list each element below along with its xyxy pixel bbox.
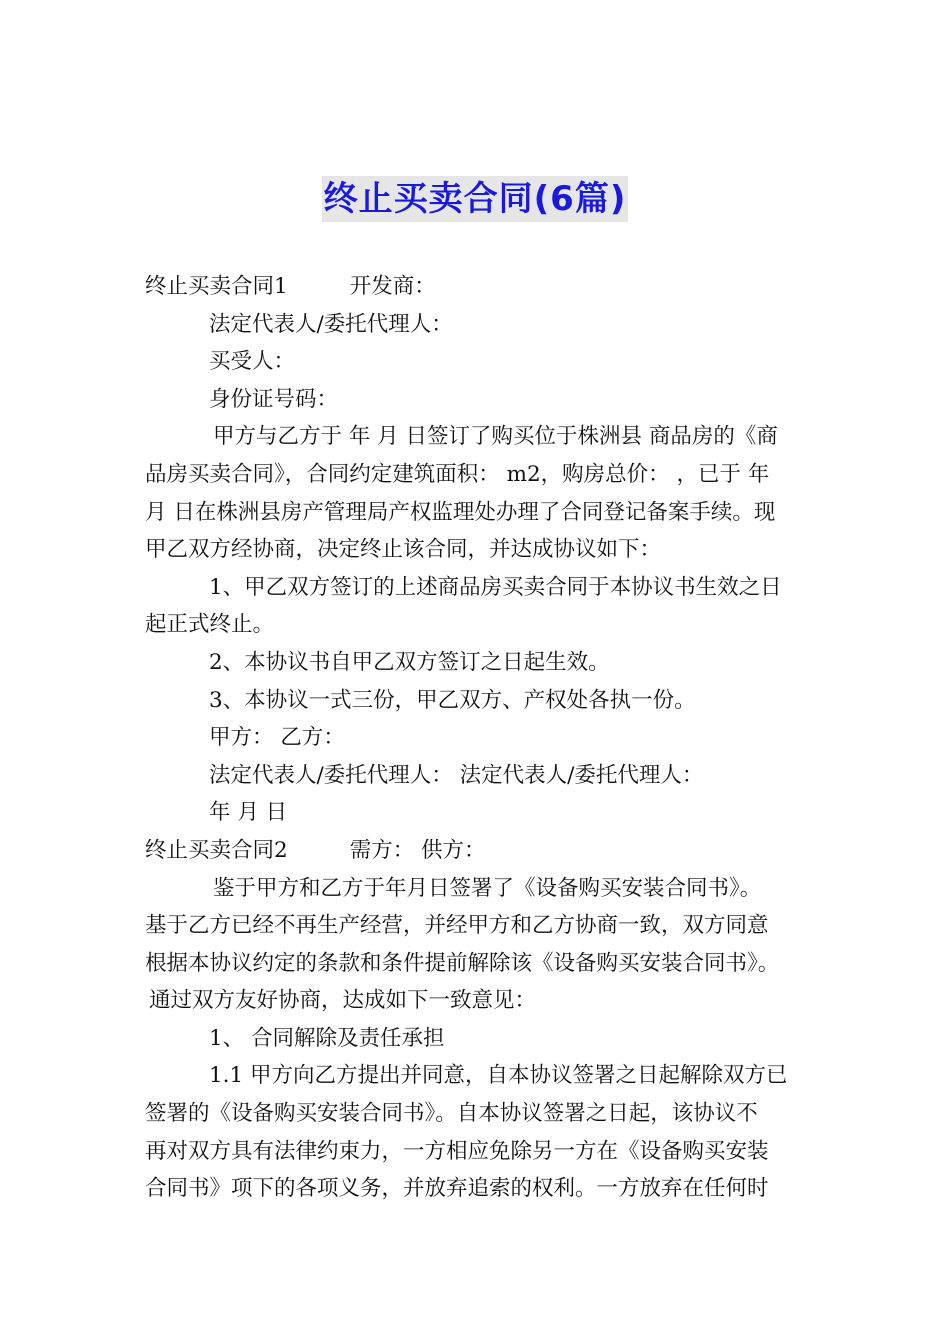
paragraph-line: 1.1 甲方向乙方提出并同意，自本协议签署之日起解除双方已 [209,1063,788,1089]
document-body [145,268,810,1208]
paragraph-line: 合同书》项下的各项义务，并放弃追索的权利。一方放弃在任何时 [145,1176,769,1202]
document-title: 终止买卖合同(6篇) [322,176,629,222]
paragraph-line: 买受人： [209,349,296,375]
paragraph-line: 法定代表人/委托代理人： 法定代表人/委托代理人： [209,762,704,788]
section-1-heading-line [145,268,810,306]
paragraph-line: 品房买卖合同》，合同约定建筑面积： m2，购房总价： ，已于 年 [145,461,770,487]
paragraph-line: 甲方与乙方于 年 月 日签订了购买位于株洲县 商品房的《商 [213,424,778,450]
paragraph-line: 根据本协议约定的条款和条件提前解除该《设备购买安装合同书》。 [145,950,780,976]
paragraph-line: 月 日在株洲县房产管理局产权监理处办理了合同登记备案手续。现 [145,499,776,525]
paragraph-line: 2、本协议书自甲乙双方签订之日起生效。 [209,649,610,675]
title-container [0,176,950,222]
section-heading-tail: 开发商： [349,274,436,299]
paragraph-line: 通过双方友好协商，达成如下一致意见： [149,988,537,1014]
paragraph-line: 起正式终止。 [145,612,275,638]
section-heading-tail: 需方： 供方： [349,837,486,863]
paragraph-line: 鉴于甲方和乙方于年月日签署了《设备购买安装合同书》。 [213,875,762,901]
paragraph-line: 3、本协议一式三份，甲乙双方、产权处各执一份。 [209,687,696,713]
paragraph-line: 基于乙方已经不再生产经营，并经甲方和乙方协商一致，双方同意 [145,913,769,939]
paragraph-line: 身份证号码： [209,386,339,412]
paragraph-line: 1、甲乙双方签订的上述商品房买卖合同于本协议书生效之日 [209,574,782,600]
paragraph-line: 甲乙双方经协商，决定终止该合同，并达成协议如下： [145,537,662,563]
paragraph-line: 再对双方具有法律约束力，一方相应免除另一方在《设备购买安装 [145,1138,769,1164]
section-heading: 终止买卖合同1 [145,274,288,299]
paragraph-line: 签署的《设备购买安装合同书》。自本协议签署之日起，该协议不 [145,1101,758,1127]
paragraph-line: 法定代表人/委托代理人： [209,311,453,337]
paragraph-line: 1、 合同解除及责任承担 [209,1025,445,1051]
section-2-heading-line [145,832,810,870]
paragraph-line: 甲方： 乙方： [209,725,345,751]
paragraph-line: 年 月 日 [209,800,288,826]
section-heading: 终止买卖合同2 [145,837,288,863]
